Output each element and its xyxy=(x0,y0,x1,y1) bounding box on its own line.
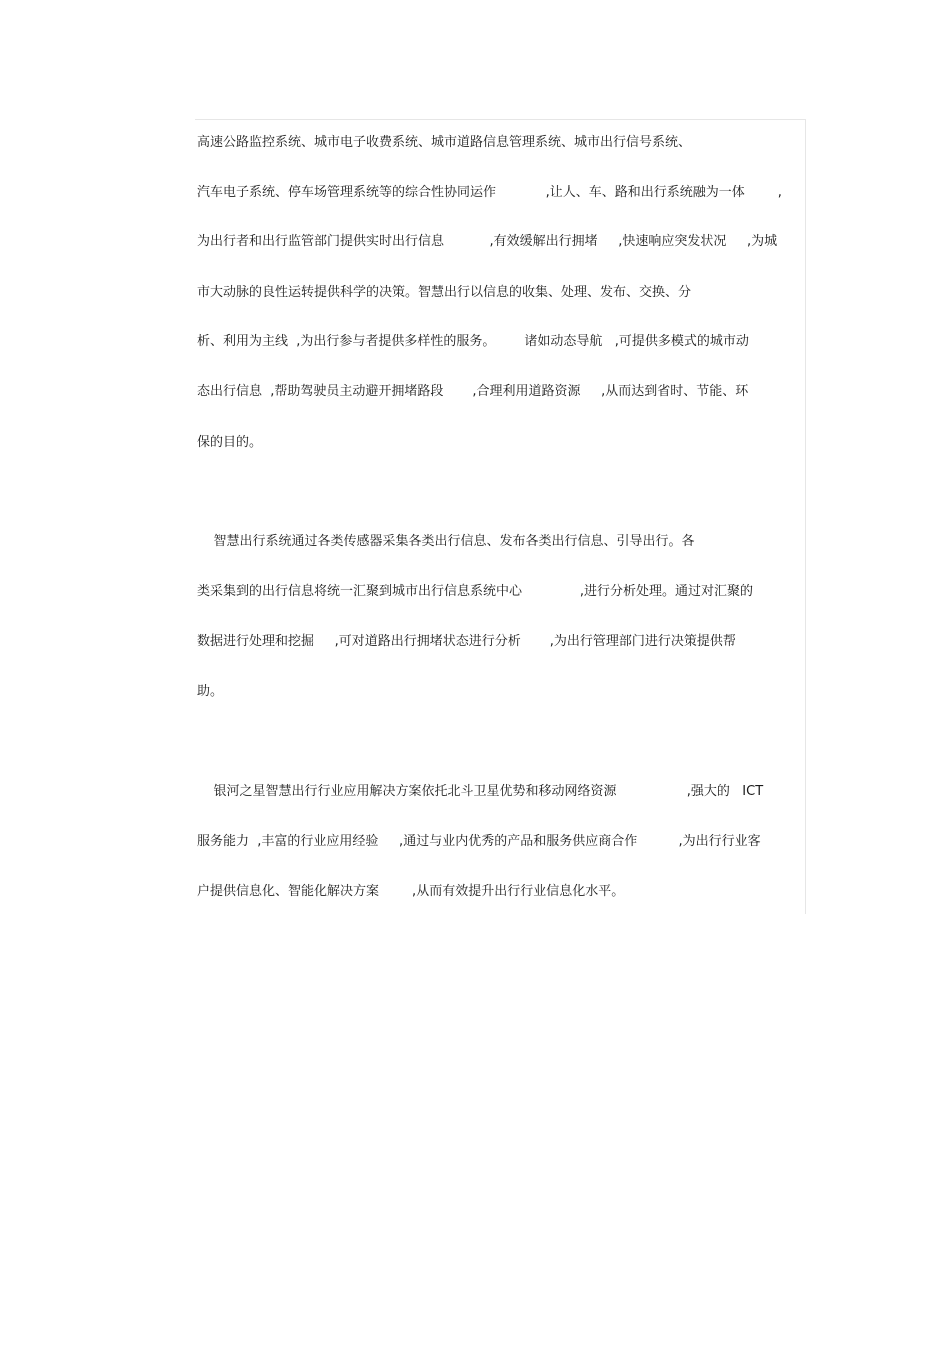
paragraph-2-line-3: 数据进行处理和挖掘 ,可对道路出行拥堵状态进行分析 ,为出行管理部门进行决策提供帮 xyxy=(197,634,736,649)
paragraph-2-line-4: 助。 xyxy=(197,684,224,699)
paragraph-1-line-4: 市大动脉的良性运转提供科学的决策。智慧出行以信息的收集、处理、发布、交换、分 xyxy=(197,285,692,300)
paragraph-1-line-5: 析、利用为主线 ,为出行参与者提供多样性的服务。 诸如动态导航 ,可提供多模式的城市动 xyxy=(197,334,749,349)
paragraph-1-line-6: 态出行信息 ,帮助驾驶员主动避开拥堵路段 ,合理利用道路资源 ,从而达到省时、节能、环 xyxy=(197,384,749,399)
paragraph-1-line-3: 为出行者和出行监管部门提供实时出行信息 ,有效缓解出行拥堵 ,快速响应突发状况 ,为城 xyxy=(197,234,778,249)
paragraph-1-line-7: 保的目的。 xyxy=(197,435,263,450)
paragraph-3-line-1: 银河之星智慧出行行业应用解决方案依托北斗卫星优势和移动网络资源 ,强大的 ICT xyxy=(197,784,764,799)
paragraph-3-line-3: 户提供信息化、智能化解决方案 ,从而有效提升出行行业信息化水平。 xyxy=(197,884,625,899)
paragraph-1-line-1: 高速公路监控系统、城市电子收费系统、城市道路信息管理系统、城市出行信号系统、 xyxy=(197,135,692,150)
paragraph-2-line-1: 智慧出行系统通过各类传感器采集各类出行信息、发布各类出行信息、引导出行。各 xyxy=(197,534,695,549)
paragraph-3-line-2: 服务能力 ,丰富的行业应用经验 ,通过与业内优秀的产品和服务供应商合作 ,为出行行业客 xyxy=(197,834,761,849)
paragraph-1-line-2: 汽车电子系统、停车场管理系统等的综合性协同运作 ,让人、车、路和出行系统融为一体 , xyxy=(197,185,782,200)
paragraph-2-line-2: 类采集到的出行信息将统一汇聚到城市出行信息系统中心 ,进行分析处理。通过对汇聚的 xyxy=(197,584,753,599)
